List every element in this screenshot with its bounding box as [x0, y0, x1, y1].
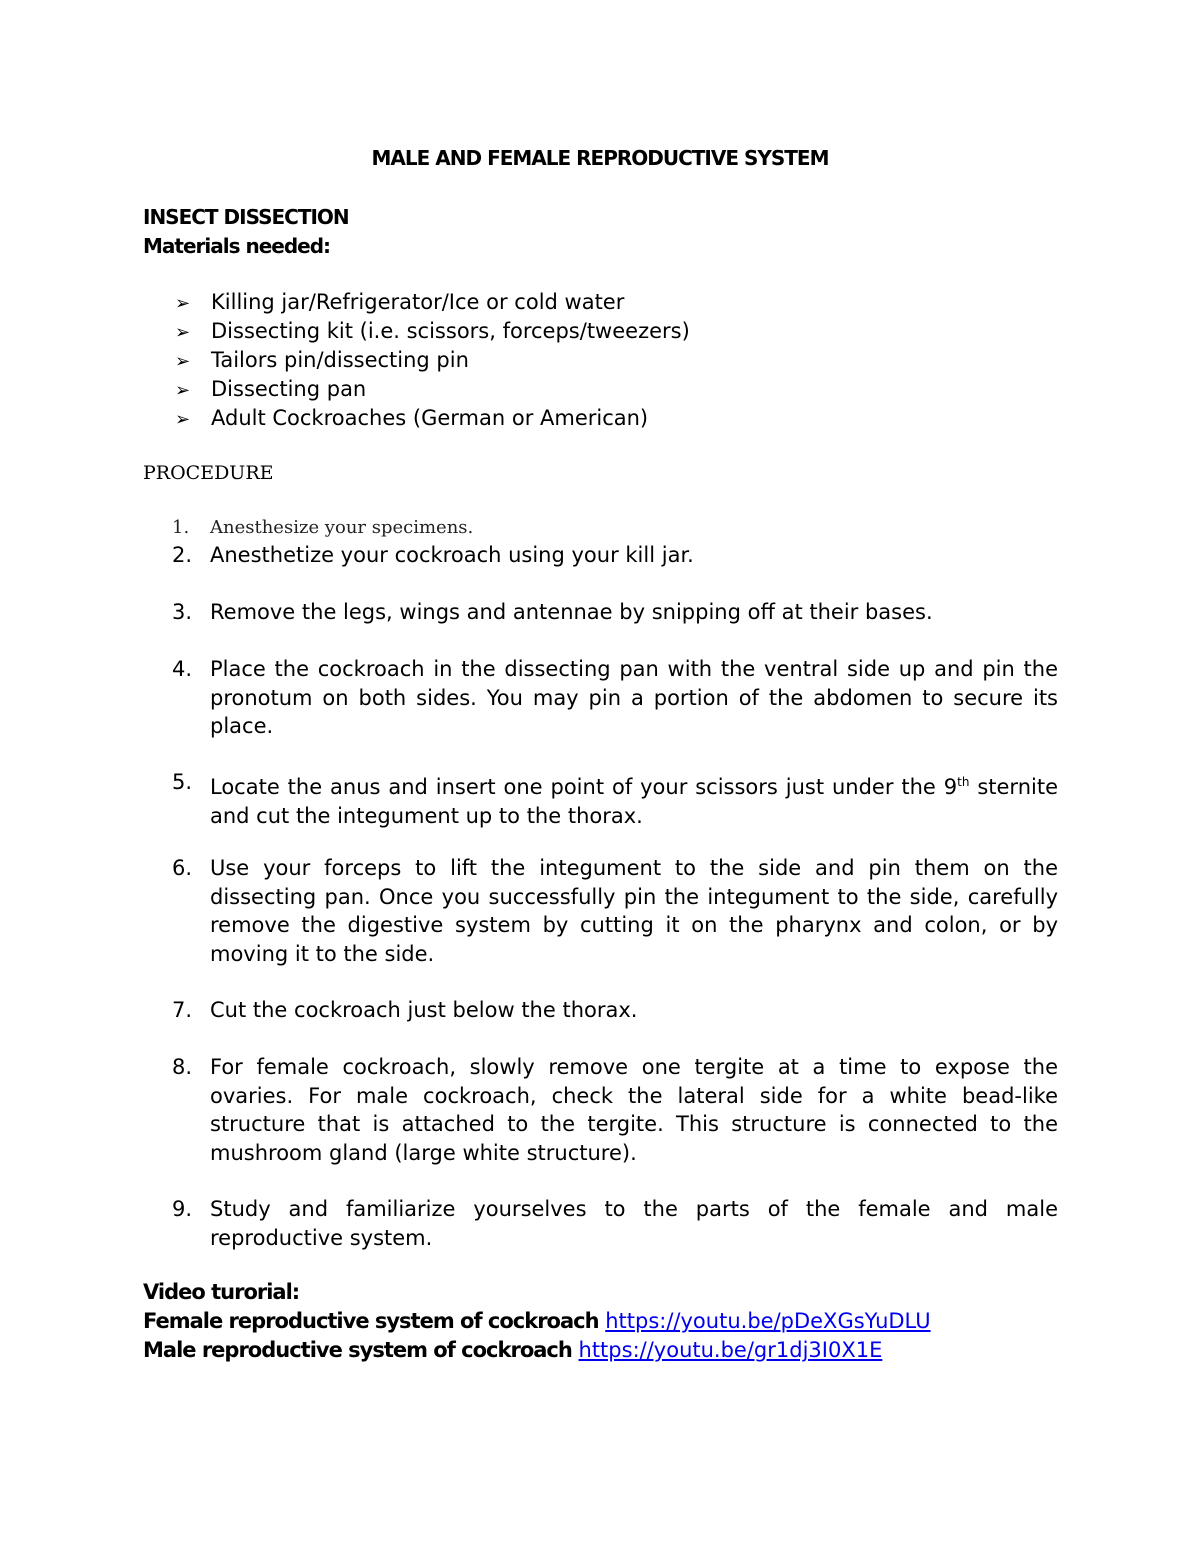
procedure-heading: PROCEDURE: [143, 462, 274, 484]
step-number: 6.: [172, 856, 193, 880]
step-text: For female cockroach, slowly remove one tergite at a time to expose the ovaries. For male cockroach, check the lateral side for a white bead-like structure that is attached to the tergite. This structure is connected to the mushroom gland (large white structure).: [210, 1055, 1058, 1165]
step-text: Anesthetize your cockroach using your kill jar.: [210, 543, 694, 567]
male-video-link[interactable]: https://youtu.be/gr1dj3I0X1E: [578, 1338, 883, 1362]
list-item: ➢ Killing jar/Refrigerator/Ice or cold water: [175, 288, 690, 317]
video-female-label: Female reproductive system of cockroach: [143, 1309, 599, 1333]
arrow-bullet-icon: ➢: [175, 351, 191, 372]
video-heading: Video turorial:: [143, 1280, 300, 1304]
step-number: 1.: [172, 517, 190, 538]
procedure-step: [172, 1195, 1058, 1252]
step-number: 2.: [172, 543, 193, 567]
procedure-step: [172, 514, 1058, 543]
arrow-bullet-icon: ➢: [175, 409, 191, 430]
materials-list: [175, 288, 690, 433]
list-item: ➢ Dissecting kit (i.e. scissors, forceps/tweezers): [175, 317, 690, 346]
procedure-step: [172, 768, 1058, 830]
procedure-step: [172, 541, 1058, 570]
step-text: Anesthesize your specimens.: [210, 517, 474, 538]
step-number: 3.: [172, 600, 193, 624]
procedure-step: [172, 854, 1058, 968]
procedure-step: [172, 1053, 1058, 1167]
page-title: MALE AND FEMALE REPRODUCTIVE SYSTEM: [371, 146, 829, 170]
procedure-step: [172, 996, 1058, 1025]
list-item: ➢ Adult Cockroaches (German or American): [175, 404, 690, 433]
procedure-step: [172, 598, 1058, 627]
step-text: Remove the legs, wings and antennae by snipping off at their bases.: [210, 600, 933, 624]
superscript: th: [957, 775, 970, 789]
step-text: Place the cockroach in the dissecting pan with the ventral side up and pin the pronotum on both sides. You may pin a portion of the abdomen to secure its place.: [210, 657, 1058, 738]
step-number: 9.: [172, 1197, 193, 1221]
step-number: 8.: [172, 1055, 193, 1079]
female-video-link[interactable]: https://youtu.be/pDeXGsYuDLU: [605, 1309, 931, 1333]
materials-heading: Materials needed:: [143, 234, 331, 258]
section-heading: INSECT DISSECTION: [143, 205, 349, 229]
video-male-label: Male reproductive system of cockroach: [143, 1338, 572, 1362]
video-female: [143, 1309, 931, 1333]
arrow-bullet-icon: ➢: [175, 293, 191, 314]
video-male: [143, 1338, 882, 1362]
step-text: Study and familiarize yourselves to the parts of the female and male reproductive system.: [210, 1197, 1058, 1250]
arrow-bullet-icon: ➢: [175, 322, 191, 343]
step-text: Use your forceps to lift the integument to the side and pin them on the dissecting pan. Once you successfully pin the integument to the side, carefully remove the digestive system by cutting it on the pharynx and colon, or by moving it to the side.: [210, 856, 1058, 966]
step-number: 4.: [172, 657, 193, 681]
arrow-bullet-icon: ➢: [175, 380, 191, 401]
step-number: 5.: [172, 770, 193, 794]
list-item: ➢ Dissecting pan: [175, 375, 690, 404]
step-text: Cut the cockroach just below the thorax.: [210, 998, 638, 1022]
step-text: Locate the anus and insert one point of your scissors just under the 9th sternite and cut the integument up to the thorax.: [210, 775, 1058, 828]
step-number: 7.: [172, 998, 193, 1022]
list-item: ➢ Tailors pin/dissecting pin: [175, 346, 690, 375]
procedure-step: [172, 655, 1058, 741]
